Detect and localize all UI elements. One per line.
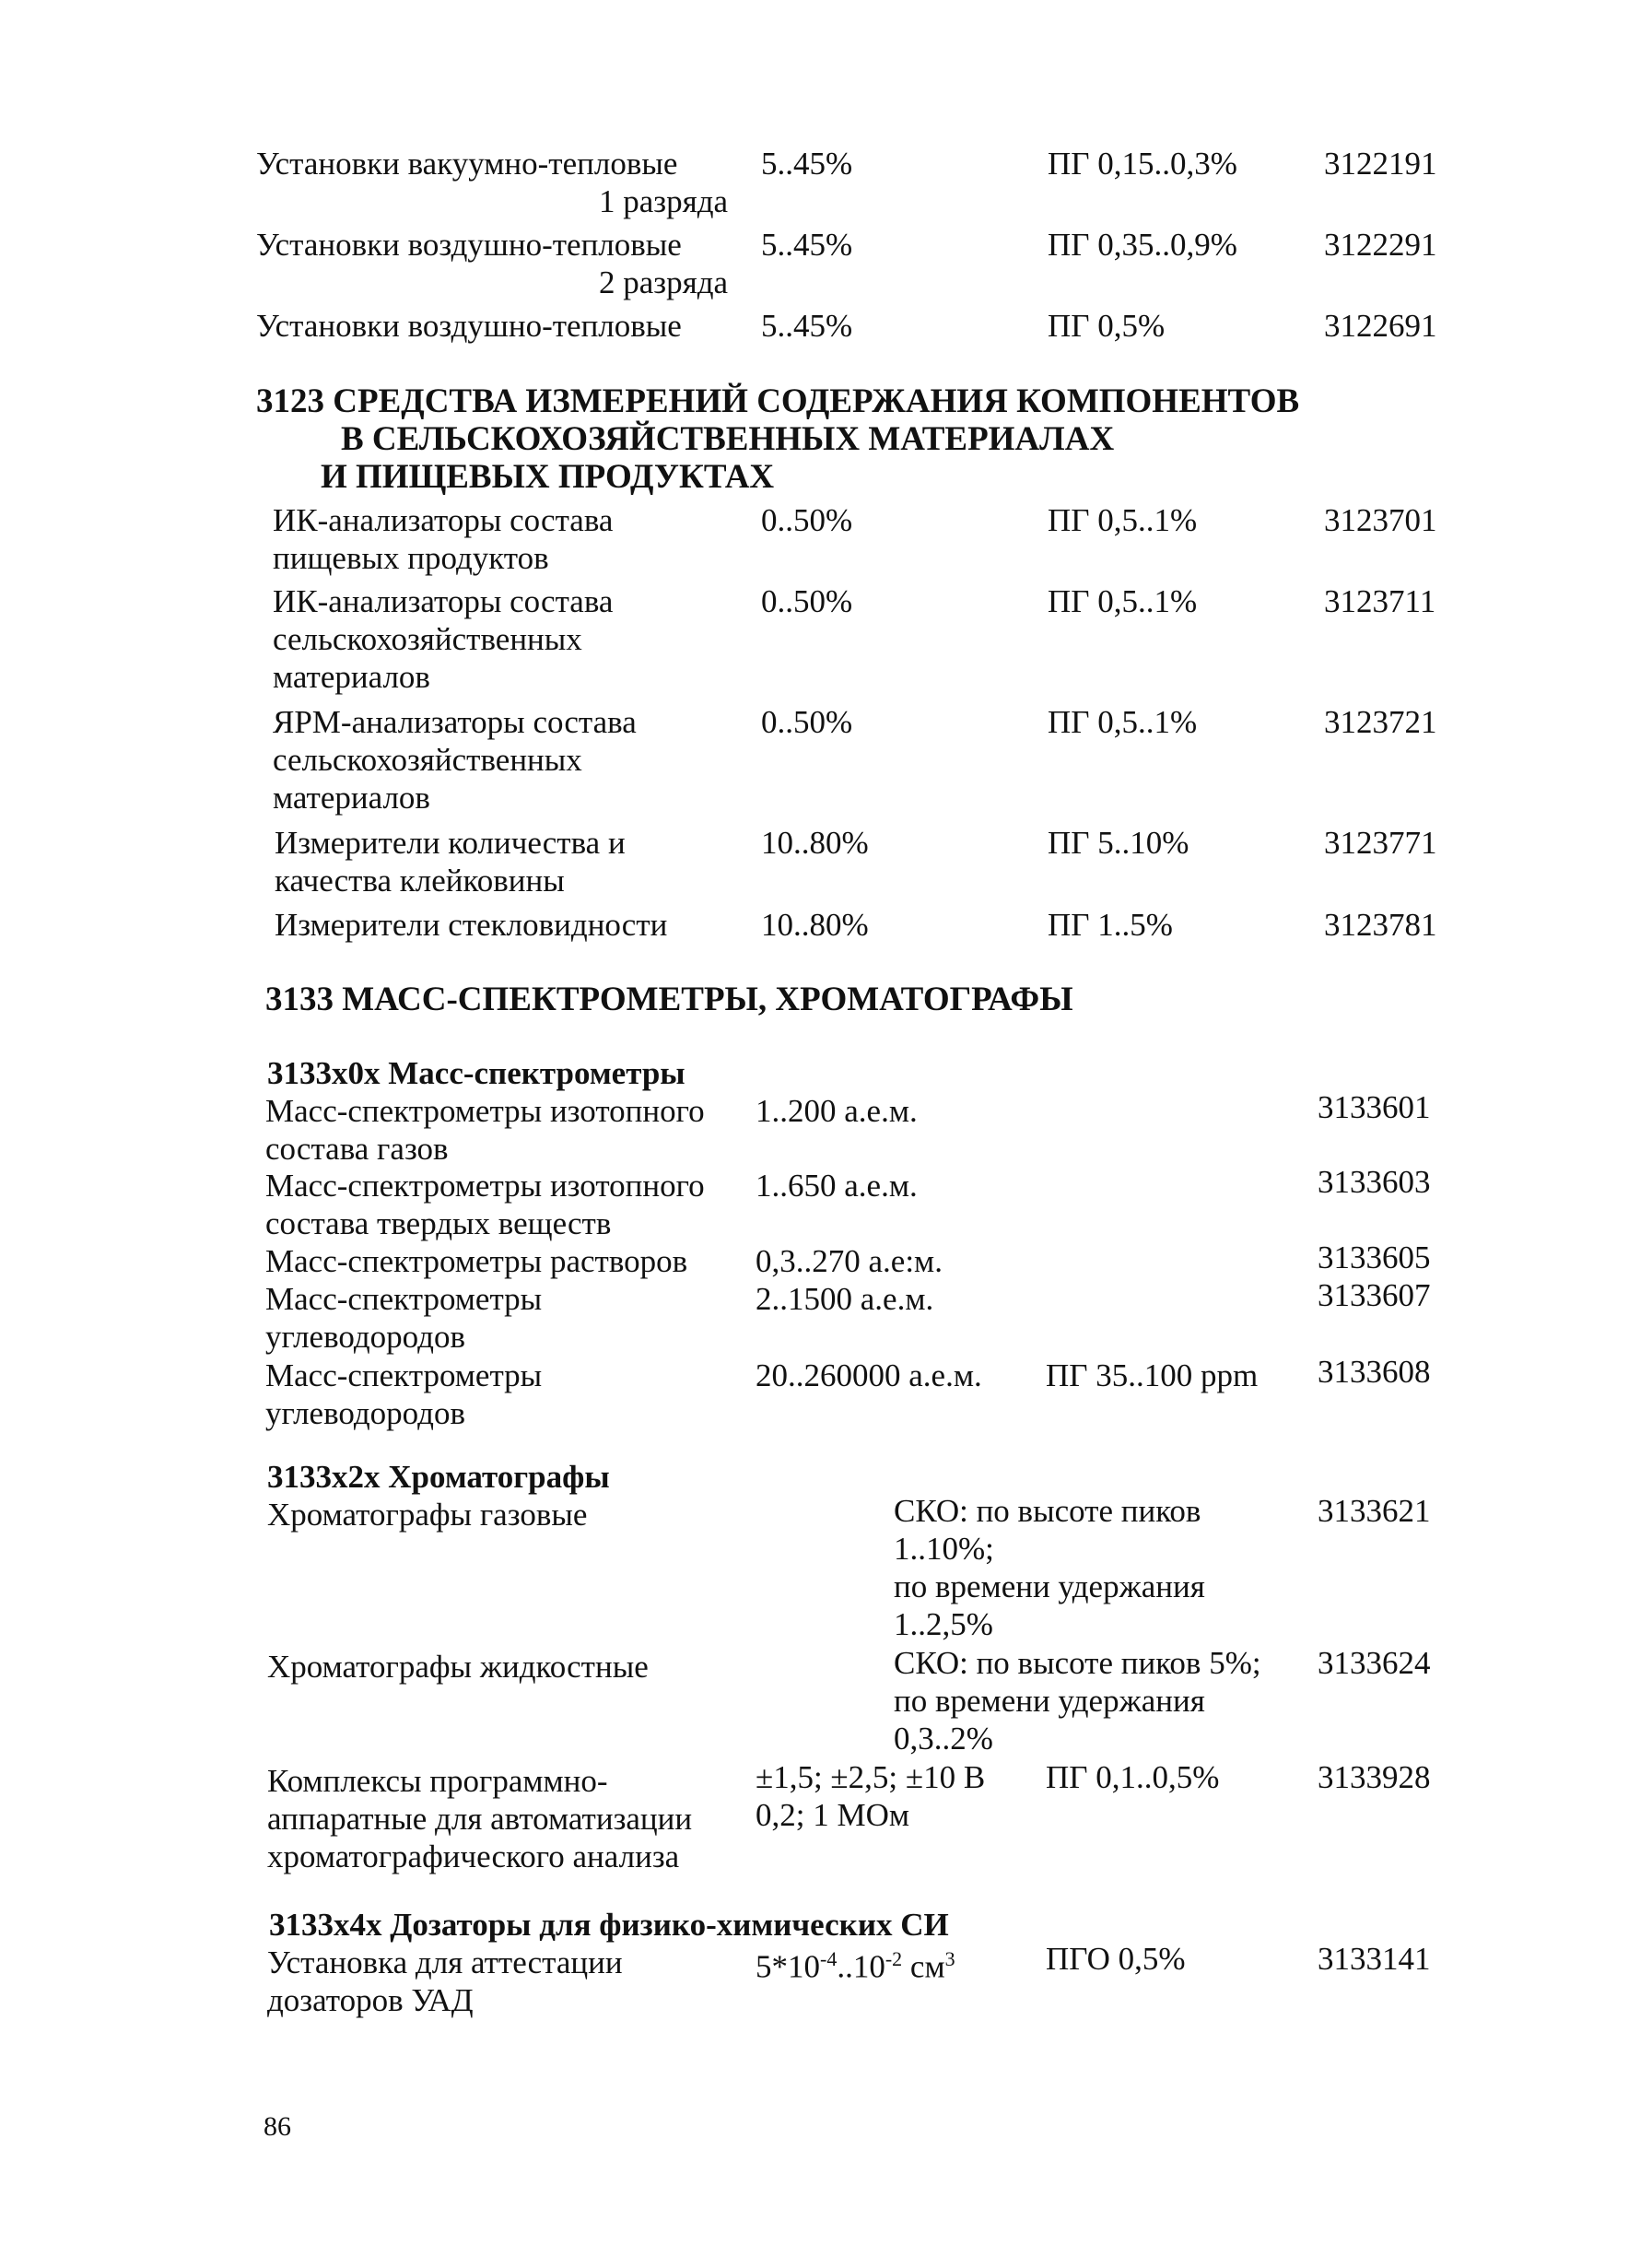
item-range: 0..50% bbox=[761, 583, 853, 619]
item-code: 3133928 bbox=[1318, 1759, 1431, 1795]
item-code: 3123771 bbox=[1324, 825, 1437, 861]
item-code: 3133605 bbox=[1318, 1239, 1431, 1275]
item-error: СКО: по высоте пиков bbox=[894, 1493, 1201, 1529]
item-name: сельскохозяйственных bbox=[273, 621, 582, 657]
item-error: по времени удержания bbox=[894, 1568, 1205, 1604]
item-name: Установки вакуумно-тепловые bbox=[256, 146, 678, 182]
item-range: 10..80% bbox=[761, 825, 869, 861]
item-name: Комплексы программно- bbox=[267, 1763, 608, 1799]
item-error: 1..2,5% bbox=[894, 1606, 993, 1642]
item-range: 1..650 а.е.м. bbox=[756, 1168, 918, 1204]
item-code: 3122291 bbox=[1324, 227, 1437, 263]
item-code: 3133608 bbox=[1318, 1354, 1431, 1390]
page-number: 86 bbox=[264, 2111, 291, 2142]
item-error: ПГ 5..10% bbox=[1048, 825, 1189, 861]
item-name: Установки воздушно-тепловые bbox=[256, 308, 682, 344]
item-error: ПГ 1..5% bbox=[1048, 907, 1173, 943]
item-code: 3123721 bbox=[1324, 704, 1437, 740]
item-name: материалов bbox=[273, 780, 430, 816]
item-name: дозаторов УАД bbox=[267, 1982, 474, 2018]
item-error: ПГ 0,5..1% bbox=[1048, 502, 1198, 538]
item-code: 3133607 bbox=[1318, 1277, 1431, 1313]
subsection-heading: 3133х4х Дозаторы для физико-химических СИ bbox=[269, 1907, 949, 1943]
item-range: $5*10^{-4}..10^{-2}$ $см^3$ bbox=[756, 1947, 955, 1985]
item-range: 2..1500 а.е.м. bbox=[756, 1281, 934, 1317]
item-range: 0..50% bbox=[761, 502, 853, 538]
item-name: хроматографического анализа bbox=[267, 1839, 680, 1874]
item-code: 3123781 bbox=[1324, 907, 1437, 943]
item-name: состава твердых веществ bbox=[265, 1205, 612, 1241]
item-range: 10..80% bbox=[761, 907, 869, 943]
item-name: углеводородов bbox=[265, 1395, 465, 1431]
item-range: ±1,5; ±2,5; ±10 В bbox=[756, 1759, 986, 1795]
item-error: ПГ 0,1..0,5% bbox=[1046, 1759, 1220, 1795]
item-error: СКО: по высоте пиков 5%; bbox=[894, 1645, 1261, 1681]
item-code: 3133141 bbox=[1318, 1941, 1431, 1977]
item-error: ПГ 0,5% bbox=[1048, 308, 1166, 344]
item-name: состава газов bbox=[265, 1131, 449, 1167]
item-error: 1..10%; bbox=[894, 1531, 994, 1567]
item-code: 3133601 bbox=[1318, 1089, 1431, 1125]
item-range: 5..45% bbox=[761, 308, 853, 344]
item-range: 0,2; 1 МОм bbox=[756, 1797, 910, 1833]
item-code: 3122191 bbox=[1324, 146, 1437, 182]
item-name: Масс-спектрометры bbox=[265, 1281, 543, 1317]
item-code: 3122691 bbox=[1324, 308, 1437, 344]
item-code: 3133624 bbox=[1318, 1645, 1431, 1681]
section-heading: И ПИЩЕВЫХ ПРОДУКТАХ bbox=[321, 458, 775, 496]
item-error: ПГ 35..100 ppm bbox=[1046, 1357, 1259, 1393]
item-code: 3123701 bbox=[1324, 502, 1437, 538]
section-heading: 3123 СРЕДСТВА ИЗМЕРЕНИЙ СОДЕРЖАНИЯ КОМПОНЕНТОВ bbox=[256, 382, 1300, 420]
item-error: по времени удержания bbox=[894, 1683, 1205, 1719]
item-name: материалов bbox=[273, 659, 430, 695]
item-name: Масс-спектрометры изотопного bbox=[265, 1093, 705, 1129]
item-range: 5..45% bbox=[761, 146, 853, 182]
item-error: ПГО 0,5% bbox=[1046, 1941, 1186, 1977]
item-name: качества клейковины bbox=[275, 863, 565, 899]
item-name: Масс-спектрометры bbox=[265, 1357, 543, 1393]
item-name: пищевых продуктов bbox=[273, 540, 549, 576]
item-range: 20..260000 а.е.м. bbox=[756, 1357, 982, 1393]
item-range: 5..45% bbox=[761, 227, 853, 263]
item-name: Хроматографы газовые bbox=[267, 1497, 588, 1533]
item-error: 0,3..2% bbox=[894, 1721, 993, 1756]
item-range: 1..200 а.е.м. bbox=[756, 1093, 918, 1129]
item-error: ПГ 0,15..0,3% bbox=[1048, 146, 1237, 182]
item-error: ПГ 0,5..1% bbox=[1048, 704, 1198, 740]
item-name: углеводородов bbox=[265, 1319, 465, 1355]
item-name: Хроматографы жидкостные bbox=[267, 1649, 649, 1685]
item-name: Измерители стекловидности bbox=[275, 907, 668, 943]
item-error: ПГ 0,35..0,9% bbox=[1048, 227, 1237, 263]
item-grade: 1 разряда bbox=[599, 183, 729, 219]
item-name: Установка для аттестации bbox=[267, 1944, 623, 1980]
item-name: аппаратные для автоматизации bbox=[267, 1801, 693, 1837]
item-error: ПГ 0,5..1% bbox=[1048, 583, 1198, 619]
subsection-heading: 3133х0х Масс-спектрометры bbox=[267, 1055, 685, 1091]
item-name: ЯРМ-анализаторы состава bbox=[273, 704, 637, 740]
item-code: 3133621 bbox=[1318, 1493, 1431, 1529]
item-range: 0..50% bbox=[761, 704, 853, 740]
item-name: Масс-спектрометры изотопного bbox=[265, 1168, 705, 1204]
item-name: Установки воздушно-тепловые bbox=[256, 227, 682, 263]
subsection-heading: 3133х2х Хроматографы bbox=[267, 1459, 610, 1495]
item-name: сельскохозяйственных bbox=[273, 742, 582, 778]
item-name: Измерители количества и bbox=[275, 825, 626, 861]
item-range: 0,3..270 а.е:м. bbox=[756, 1243, 943, 1279]
item-code: 3133603 bbox=[1318, 1164, 1431, 1200]
section-heading: В СЕЛЬСКОХОЗЯЙСТВЕННЫХ МАТЕРИАЛАХ bbox=[341, 420, 1115, 458]
item-code: 3123711 bbox=[1324, 583, 1436, 619]
item-name: Масс-спектрометры растворов bbox=[265, 1243, 688, 1279]
item-name: ИК-анализаторы состава bbox=[273, 583, 614, 619]
item-name: ИК-анализаторы состава bbox=[273, 502, 614, 538]
section-heading: 3133 МАСС-СПЕКТРОМЕТРЫ, ХРОМАТОГРАФЫ bbox=[265, 981, 1073, 1018]
item-grade: 2 разряда bbox=[599, 264, 729, 300]
